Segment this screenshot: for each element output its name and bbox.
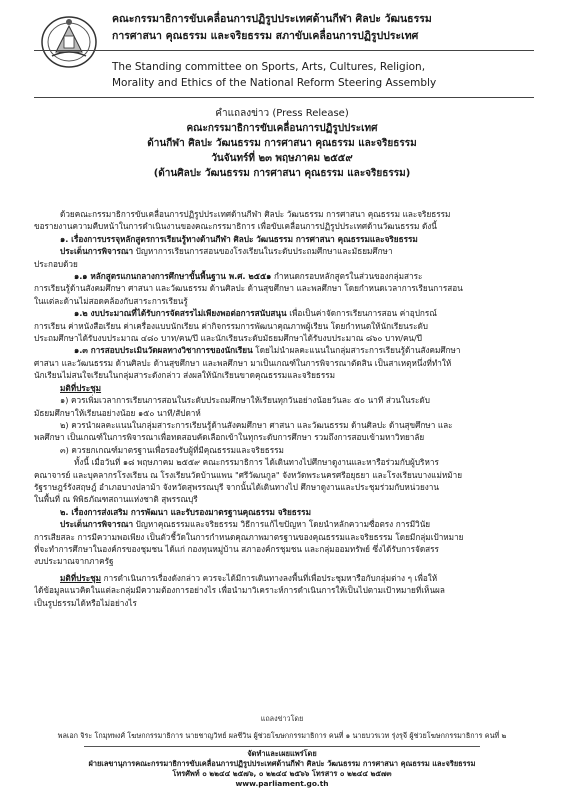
item-1-3-label: ๑.๓ การสอบประเมินวัดผลทางวิชาการของนักเรียน (74, 345, 253, 356)
item-1-2-line3: ประถมศึกษาได้รับงบประมาณ ๔๘๐ บาท/คน/ปี และนักเรียนระดับมัธยมศึกษาได้รับงบประมาณ ๘๖๐ บาท/คน/ปี (34, 333, 422, 344)
footer-secretariat: ฝ่ายเลขานุการคณะกรรมาธิการขับเคลื่อนการปฏิรูปประเทศด้านกีฬา ศิลปะ วัฒนธรรม การศาสนา คุณธรรม และจริยธรรม (88, 759, 476, 768)
section1-issue-cont: ประกอบด้วย (34, 258, 78, 269)
section2-issue-text: ปัญหาคุณธรรมและจริยธรรม วิธีการแก้ไขปัญหา โดยนำหลักความซื่อตรง การมีวินัย (133, 519, 431, 530)
section2-heading: ๒. เรื่องการส่งเสริม การพัฒนา และรับรองมาตรฐานคุณธรรม จริยธรรม (60, 506, 311, 517)
section2-line2: การเสียสละ การมีความพอเพียง เป็นตัวชี้วัดในการกำหนดคุณภาพมาตรฐานของคุณธรรมและจริยธรรม โดยมีกลุ่มเป้าหมาย (34, 531, 464, 542)
header-org-english-line1: The Standing committee on Sports, Arts, Cultures, Religion, (112, 61, 426, 73)
site-visit-line4: ในพื้นที่ ณ พิพิธภัณฑสถานแห่งชาติ สุพรรณบุรี (34, 494, 198, 505)
section1-issue-label: ประเด็นการพิจารณา (60, 246, 134, 257)
section2-resolution-line3: เป็นรูปธรรมได้หรือไม่อย่างไร (34, 597, 137, 608)
item-1-2-line2: การเรียน ค่าหนังสือเรียน ค่าเครื่องแบบนักเรียน ค่ากิจกรรมการพัฒนาคุณภาพผู้เรียน โดยกำหนดให้นักเรียนระดับ (34, 320, 428, 331)
signatory-block (0, 714, 564, 742)
title-block (0, 106, 564, 181)
header-org-thai-line2: การศาสนา คุณธรรม และจริยธรรม สภาขับเคลื่อนการปฏิรูปประเทศ (112, 30, 419, 42)
section2-line3: ที่จะทำการศึกษาในองค์กรของชุมชน ได้แก่ กองทุนหมู่บ้าน สภาองค์กรชุมชน และกลุ่มออมทรัพย์ ซึ่งได้รับการจัดสรร (34, 543, 439, 554)
item-1-3-line2: ศาสนา และวัฒนธรรม ด้านศิลปะ ด้านสุขศึกษา และพลศึกษา มาเป็นเกณฑ์ในการพิจารณาตัดสิน เป็นสาเหตุหนึ่งที่ทำให้ (34, 357, 452, 368)
site-visit-paragraph: ทั้งนี้ เมื่อวันที่ ๑๘ พฤษภาคม ๒๕๕๙ คณะกรรมาธิการ ได้เดินทางไปศึกษาดูงานและหารือร่วมกับผู้บริหาร (74, 457, 439, 468)
item-1-2-text: เพื่อเป็นค่าจัดการเรียนการสอน ค่าอุปกรณ์ (286, 308, 437, 319)
footer-phone: โทรศัพท์ ๐ ๒๒๔๔ ๒๕๗๖, ๐ ๒๒๔๔ ๒๕๖๖ โทรสาร ๐ ๒๒๔๔ ๒๕๗๓ (172, 769, 392, 778)
header-divider (34, 50, 534, 51)
item-1-1-text: กำหนดกรอบหลักสูตรในส่วนของกลุ่มสาระ (271, 271, 423, 282)
section2-resolution-line2: ได้ข้อมูลแนวคิดในแต่ละกลุ่มมีความต้องการอย่างไร เพื่อนำมาวิเคราะห์การดำเนินการให้เป็นไปตามเป้าหมายที่เห็นผล (34, 585, 445, 596)
intro-paragraph-cont: ขอรายงานความคืบหน้าในการดำเนินงานของคณะกรรมาธิการ เพื่อขับเคลื่อนการปฏิรูปประเทศด้านวัฒนธรรม ดังนี้ (34, 221, 437, 232)
resolution-label: มติที่ประชุม (60, 382, 102, 393)
signatory-title: แถลงข่าวโดย (260, 714, 304, 723)
resolution-1: ๑) ควรเพิ่มเวลาการเรียนการสอนในระดับประถมศึกษาให้เรียนทุกวันอย่างน้อยวันละ ๕๐ นาที ส่วนในระดับ (60, 395, 430, 406)
section2-issue-label: ประเด็นการพิจารณา (60, 519, 134, 530)
header-org-english-line2: Morality and Ethics of the National Reform Steering Assembly (112, 77, 437, 89)
footer-divider (84, 746, 480, 747)
resolution-3: ๓) ควรยกเกณฑ์มาตรฐานเพื่อรองรับผู้ที่มีคุณธรรมและจริยธรรม (60, 444, 284, 455)
footer-prepared-by: จัดทำและเผยแพร่โดย (247, 749, 317, 758)
intro-paragraph: ด้วยคณะกรรมาธิการขับเคลื่อนการปฏิรูปประเทศด้านกีฬา ศิลปะ วัฒนธรรม การศาสนา คุณธรรม และจริยธรรม (60, 209, 451, 219)
title-committee: คณะกรรมาธิการขับเคลื่อนการปฏิรูปประเทศ (186, 123, 378, 134)
resolution-1-line2: มัธยมศึกษาให้เรียนอย่างน้อย ๑๕๐ นาที/สัปดาห์ (34, 407, 201, 418)
header-org-thai-line1: คณะกรรมาธิการขับเคลื่อนการปฏิรูปประเทศด้านกีฬา ศิลปะ วัฒนธรรม (112, 13, 432, 25)
press-release-label: คำแถลงข่าว (Press Release) (215, 108, 349, 119)
item-1-1-line2: การเรียนรู้ด้านสังคมศึกษา ศาสนา และวัฒนธรรม ด้านศิลปะ ด้านสุขศึกษา และพลศึกษา โดยกำหนดเวลาการเรียนการสอน (34, 283, 463, 294)
section2-resolution-text: การดำเนินการเรื่องดังกล่าว ควรจะได้มีการเดินทางลงพื้นที่เพื่อประชุมหารือกับกลุ่มต่าง ๆ เพื่อให้ (101, 572, 438, 583)
title-date: วันจันทร์ที่ ๒๓ พฤษภาคม ๒๕๕๙ (211, 153, 353, 164)
header-divider-bottom (34, 97, 534, 98)
resolution-2: ๒) ควรนำผลคะแนนในกลุ่มสาระการเรียนรู้ด้านสังคมศึกษา ศาสนา และวัฒนธรรม ด้านศิลปะ ด้านสุขศึกษา และ (60, 419, 453, 430)
item-1-3-text: โดยไม่นำผลคะแนนในกลุ่มสาระการเรียนรู้ด้านสังคมศึกษา (252, 345, 461, 356)
item-1-3-line3: นักเรียนไม่สนใจเรียนในกลุ่มสาระดังกล่าว ส่งผลให้นักเรียนขาดคุณธรรมและจริยธรรม (34, 370, 336, 381)
footer-block (0, 749, 564, 789)
item-1-1-label: ๑.๑ หลักสูตรแกนกลางการศึกษาขั้นพื้นฐาน พ.ศ. ๒๕๕๑ (74, 271, 272, 282)
section1-heading: ๑. เรื่องการบรรจุหลักสูตรการเรียนรู้ทางด้านกีฬา ศิลปะ วัฒนธรรม การศาสนา คุณธรรมและจริยธรรม (60, 233, 418, 244)
press-release-body (34, 208, 534, 609)
item-1-2-label: ๑.๒ งบประมาณที่ได้รับการจัดสรรไม่เพียงพอต่อการสนับสนุน (74, 308, 287, 319)
section1-issue-text: ปัญหาการเรียนการสอนของโรงเรียนในระดับประถมศึกษาและมัธยมศึกษา (133, 246, 393, 257)
title-scope: ด้านกีฬา ศิลปะ วัฒนธรรม การศาสนา คุณธรรม และจริยธรรม (147, 138, 417, 149)
parliament-emblem-logo (38, 12, 100, 70)
resolution-2-line2: พลศึกษา เป็นเกณฑ์ในการพิจารณาเพื่อทดสอบคัดเลือกเข้าในทุกระดับการศึกษา รวมถึงการสอบเข้ามหาวิทยาลัย (34, 432, 425, 443)
item-1-1-line3: ในแต่ละด้านไม่สอดคล้องกับสาระการเรียนรู้ (34, 295, 188, 306)
footer-website: www.parliament.go.th (235, 779, 329, 788)
site-visit-line2: คณาจารย์ และบุคลากรโรงเรียน ณ โรงเรียนวัดบ้านแพน "ศรีวัฒนกูล" จังหวัดพระนครศรีอยุธยา และโรงเรียนบางแม่หม้าย (34, 469, 463, 480)
site-visit-line3: รัฐราษฎร์รังสฤษฎ์ อำเภอบางปลาม้า จังหวัดสุพรรณบุรี จากนั้นได้เดินทางไป ศึกษาดูงานและประชุมร่วมกับหน่วยงาน (34, 481, 439, 492)
signatory-names: พลเอก จิระ โกมุทพงศ์ โฆษกกรรมาธิการ นายชาญวิทย์ ผลชีวิน ผู้ช่วยโฆษกกรรมาธิการ คนที่ ๑ นายบวรเวท รุ่งรุจี ผู้ช่วยโฆษกกรรมาธิการ คนที่ ๒ (57, 731, 507, 740)
section2-resolution-label: มติที่ประชุม (60, 572, 102, 583)
title-subscope: (ด้านศิลปะ วัฒนธรรม การศาสนา คุณธรรม และจริยธรรม) (153, 168, 411, 179)
section2-line4: งบประมาณจากภาครัฐ (34, 556, 114, 567)
